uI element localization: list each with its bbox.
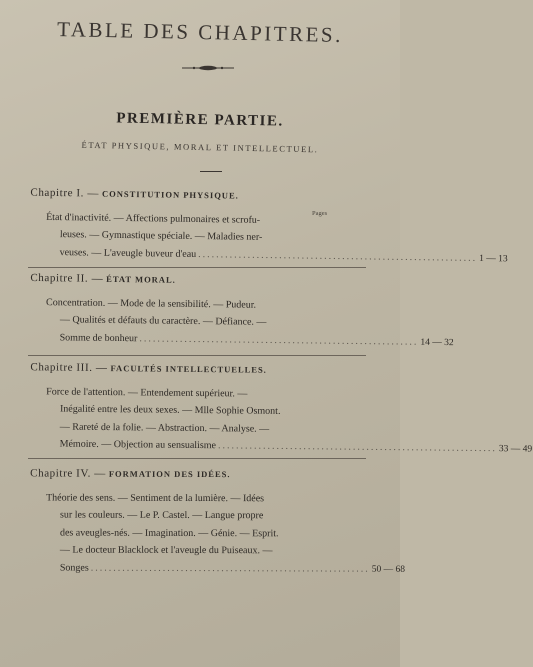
section-divider	[28, 458, 366, 459]
summary-line: — Rareté de la folie. — Abstraction. — Analyse. —	[59, 421, 270, 435]
chapter-heading	[30, 465, 365, 485]
page-title: TABLE DES CHAPITRES.	[56, 17, 344, 47]
dot-leader: ..............................................................	[90, 562, 370, 575]
summary-line: Force de l'attention. — Entendement supérieur. —	[46, 385, 248, 400]
summary-line: Songes	[59, 562, 89, 574]
chapter-subject: CONSTITUTION PHYSIQUE.	[101, 188, 239, 201]
chapter-entry	[30, 359, 533, 457]
chapter-heading	[30, 270, 365, 293]
ornament-divider-icon	[182, 65, 234, 71]
summary-last-line	[46, 435, 533, 457]
chapter-subject: ÉTAT MORAL.	[106, 273, 176, 285]
summary-line: leuses. — Gymnastique spéciale. — Maladies ner-	[59, 229, 263, 243]
dot-leader: ..............................................................	[217, 440, 498, 455]
section-divider	[28, 355, 366, 356]
chapter-label: Chapitre III. —	[30, 361, 108, 375]
dot-leader: ..............................................................	[198, 248, 478, 264]
chapter-entry	[29, 185, 508, 267]
summary-line: sur les couleurs. — Le P. Castel. — Langue propre	[60, 509, 264, 522]
chapter-heading	[30, 359, 365, 381]
part-title: PREMIÈRE PARTIE.	[116, 110, 284, 130]
summary-last-line	[46, 559, 406, 579]
summary-line: Mémoire. — Objection au sensualisme	[59, 438, 217, 452]
summary-line: Concentration. — Mode de la sensibilité. — Pudeur.	[46, 296, 257, 311]
chapter-entry	[30, 465, 406, 578]
chapter-subject: FORMATION DES IDÉES.	[108, 468, 231, 480]
page-range: 33 — 49	[498, 444, 533, 455]
summary-line: Somme de bonheur	[59, 331, 138, 344]
summary-line: des aveugles-nés. — Imagination. — Génie. — Esprit.	[59, 527, 279, 539]
summary-line: — Le docteur Blacklock et l'aveugle du Puiseaux. —	[59, 544, 273, 557]
chapter-label: Chapitre I. —	[30, 186, 100, 200]
chapter-label: Chapitre II. —	[30, 271, 104, 285]
pages-column-label: Pages	[312, 210, 328, 217]
chapter-summary	[30, 489, 406, 579]
chapter-summary	[30, 383, 533, 458]
chapter-summary	[30, 293, 454, 351]
chapter-heading	[30, 185, 365, 208]
summary-line: — Qualités et défauts du caractère. — Défiance. —	[59, 314, 267, 328]
section-divider	[28, 267, 366, 268]
summary-line: Théorie des sens. — Sentiment de la lumière. — Idées	[46, 491, 265, 504]
summary-line: Inégalité entre les deux sexes. — Mlle Sophie Osmont.	[59, 403, 281, 417]
chapter-label: Chapitre IV. —	[30, 467, 106, 480]
dot-leader: ..............................................................	[139, 332, 419, 348]
chapter-summary	[29, 208, 508, 266]
chapter-subject: FACULTÉS INTELLECTUELLES.	[110, 363, 267, 375]
page-range: 50 — 68	[371, 564, 406, 575]
summary-last-line	[45, 243, 508, 266]
chapter-entry	[30, 270, 454, 351]
summary-line: État d'inactivité. — Affections pulmonaires et scrofu-	[46, 211, 261, 226]
summary-last-line	[46, 329, 454, 351]
part-divider	[200, 171, 222, 172]
page-range: 14 — 32	[420, 337, 454, 348]
page-range: 1 — 13	[479, 253, 508, 264]
part-subtitle: ÉTAT PHYSIQUE, MORAL ET INTELLECTUEL.	[81, 139, 319, 155]
summary-line: veuses. — L'aveugle buveur d'eau	[59, 246, 197, 260]
